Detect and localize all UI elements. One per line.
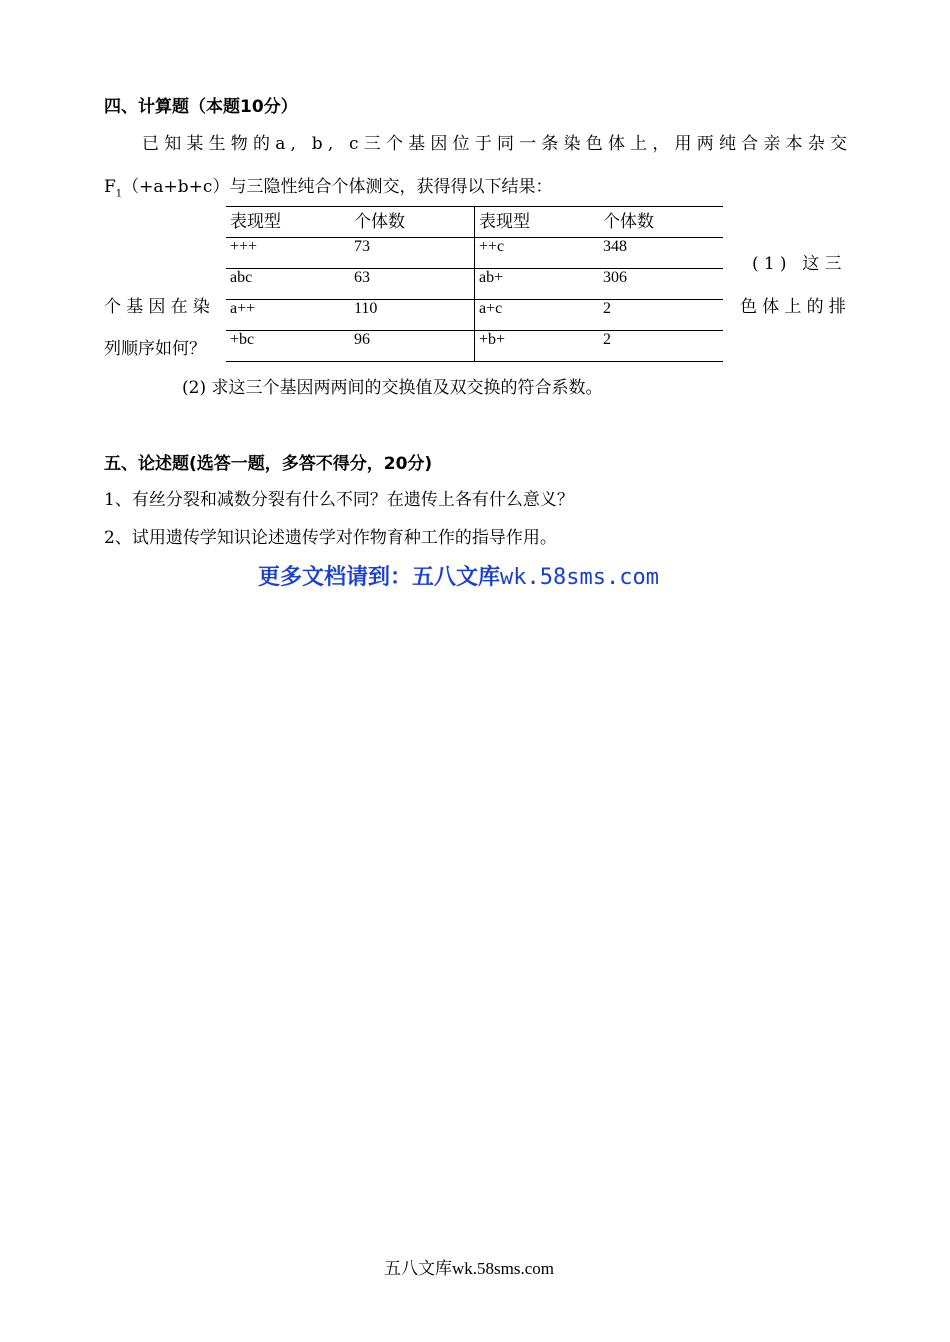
f1-prefix: F [104,177,116,197]
table-cell: a+c [475,300,600,331]
question1-part-b-left: 个基因在染 [104,297,215,317]
header-count-2: 个体数 [599,207,723,238]
testcross-results-table [226,206,723,362]
section4-intro-line1: 已知某生物的a, b, c三个基因位于同一条染色体上，用两纯合亲本杂交 [142,134,853,154]
table-cell: 348 [599,238,723,269]
table-cell: ++c [475,238,600,269]
section5-title: 五、论述题(选答一题，多答不得分，20分) [104,454,433,474]
page-footer: 五八文库wk.58sms.com [384,1259,554,1278]
table-header-row [226,207,723,238]
f1-subscript: 1 [115,188,123,200]
table-row [226,269,723,300]
table-cell: ab+ [475,269,600,300]
table-cell: 73 [350,238,475,269]
promo-text: 更多文档请到：五八文库 [258,565,501,590]
question2: (2) 求这三个基因两两间的交换值及双交换的符合系数。 [182,378,603,398]
table-cell: 110 [350,300,475,331]
section4-intro-line2 [104,172,552,199]
question1-part-b-right: 色体上的排 [740,297,851,317]
table-cell: 63 [350,269,475,300]
header-count-1: 个体数 [350,207,475,238]
question1-part-c: 列顺序如何？ [104,339,206,359]
table-cell: 96 [350,331,475,362]
table-cell: 2 [599,331,723,362]
table-cell: +++ [226,238,350,269]
section5-item-2: 2、试用遗传学知识论述遗传学对作物育种工作的指导作用。 [104,528,557,548]
table-row [226,331,723,362]
table-cell: a++ [226,300,350,331]
table-row [226,238,723,269]
table-cell: +bc [226,331,350,362]
intro-line2-rest: （+a+b+c）与三隐性纯合个体测交，获得得以下结果： [122,177,553,197]
table-row [226,300,723,331]
header-phenotype-1: 表现型 [226,207,350,238]
table-cell: +b+ [475,331,600,362]
question1-part-a: (1) 这三 [752,254,847,274]
section5-item-1: 1、有丝分裂和减数分裂有什么不同？在遗传上各有什么意义？ [104,490,574,510]
promo-url: wk.58sms.com [500,565,659,590]
table-cell: abc [226,269,350,300]
section4-title: 四、计算题（本题10分） [104,97,298,117]
promo-link[interactable] [258,560,659,591]
header-phenotype-2: 表现型 [475,207,600,238]
table-cell: 306 [599,269,723,300]
table-cell: 2 [599,300,723,331]
